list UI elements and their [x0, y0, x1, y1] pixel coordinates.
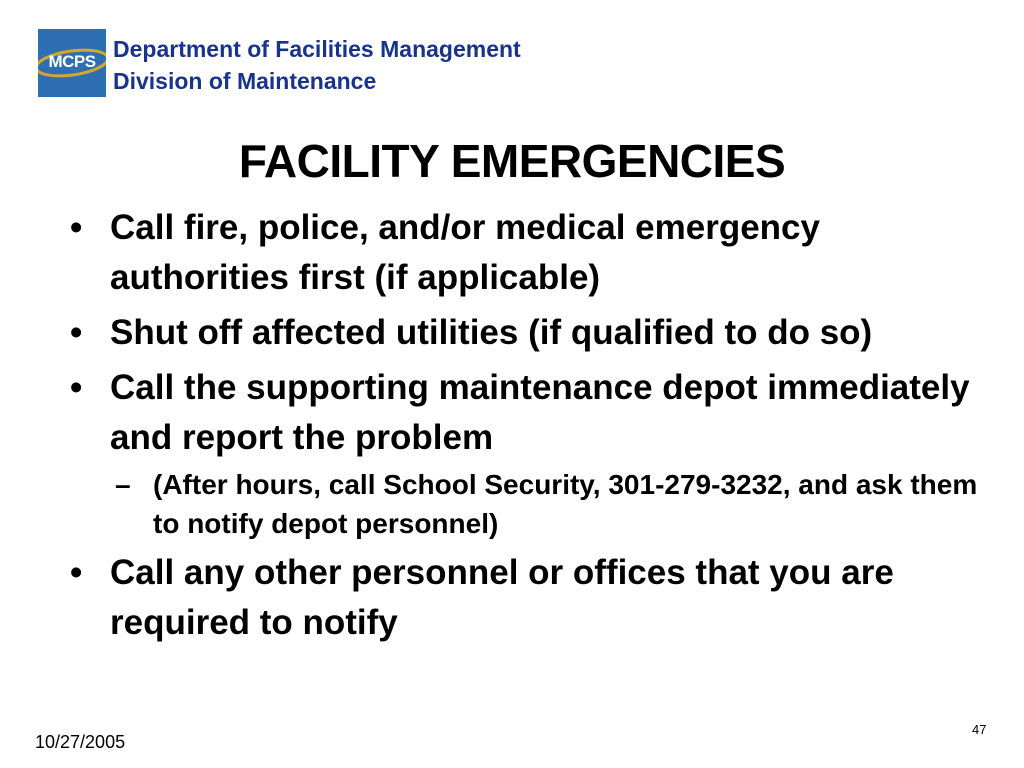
bullet-dot-icon: •: [70, 208, 83, 247]
sub-bullet-text: (After hours, call School Security, 301-279-3232, and ask them to notify depot personnel): [153, 469, 978, 539]
bullet-item: [70, 548, 1000, 648]
department-name: Department of Facilities Management: [113, 36, 521, 62]
bullet-list: [70, 203, 1000, 653]
mcps-logo: [38, 29, 106, 97]
slide-title: FACILITY EMERGENCIES: [238, 135, 786, 187]
bullet-item: [70, 308, 1000, 358]
header: [113, 33, 521, 97]
bullet-dot-icon: •: [70, 368, 83, 407]
footer-date: 10/27/2005: [35, 732, 126, 752]
bullet-text: Call fire, police, and/or medical emergency authorities first (if applicable): [110, 208, 820, 297]
bullet-dot-icon: •: [70, 313, 83, 352]
bullet-text: Call the supporting maintenance depot immediately and report the problem: [110, 368, 970, 457]
bullet-text: Call any other personnel or offices that you are required to notify: [110, 553, 894, 642]
dash-icon: –: [115, 469, 131, 500]
bullet-text: Shut off affected utilities (if qualified to do so): [110, 313, 873, 352]
division-name: Division of Maintenance: [113, 68, 377, 94]
logo-text: MCPS: [48, 52, 96, 71]
sub-bullet-list: [115, 465, 1000, 543]
bullet-dot-icon: •: [70, 553, 83, 592]
page-number: 47: [972, 722, 987, 737]
sub-bullet-item: [115, 465, 1000, 543]
bullet-item: [70, 363, 1000, 543]
bullet-item: [70, 203, 1000, 303]
